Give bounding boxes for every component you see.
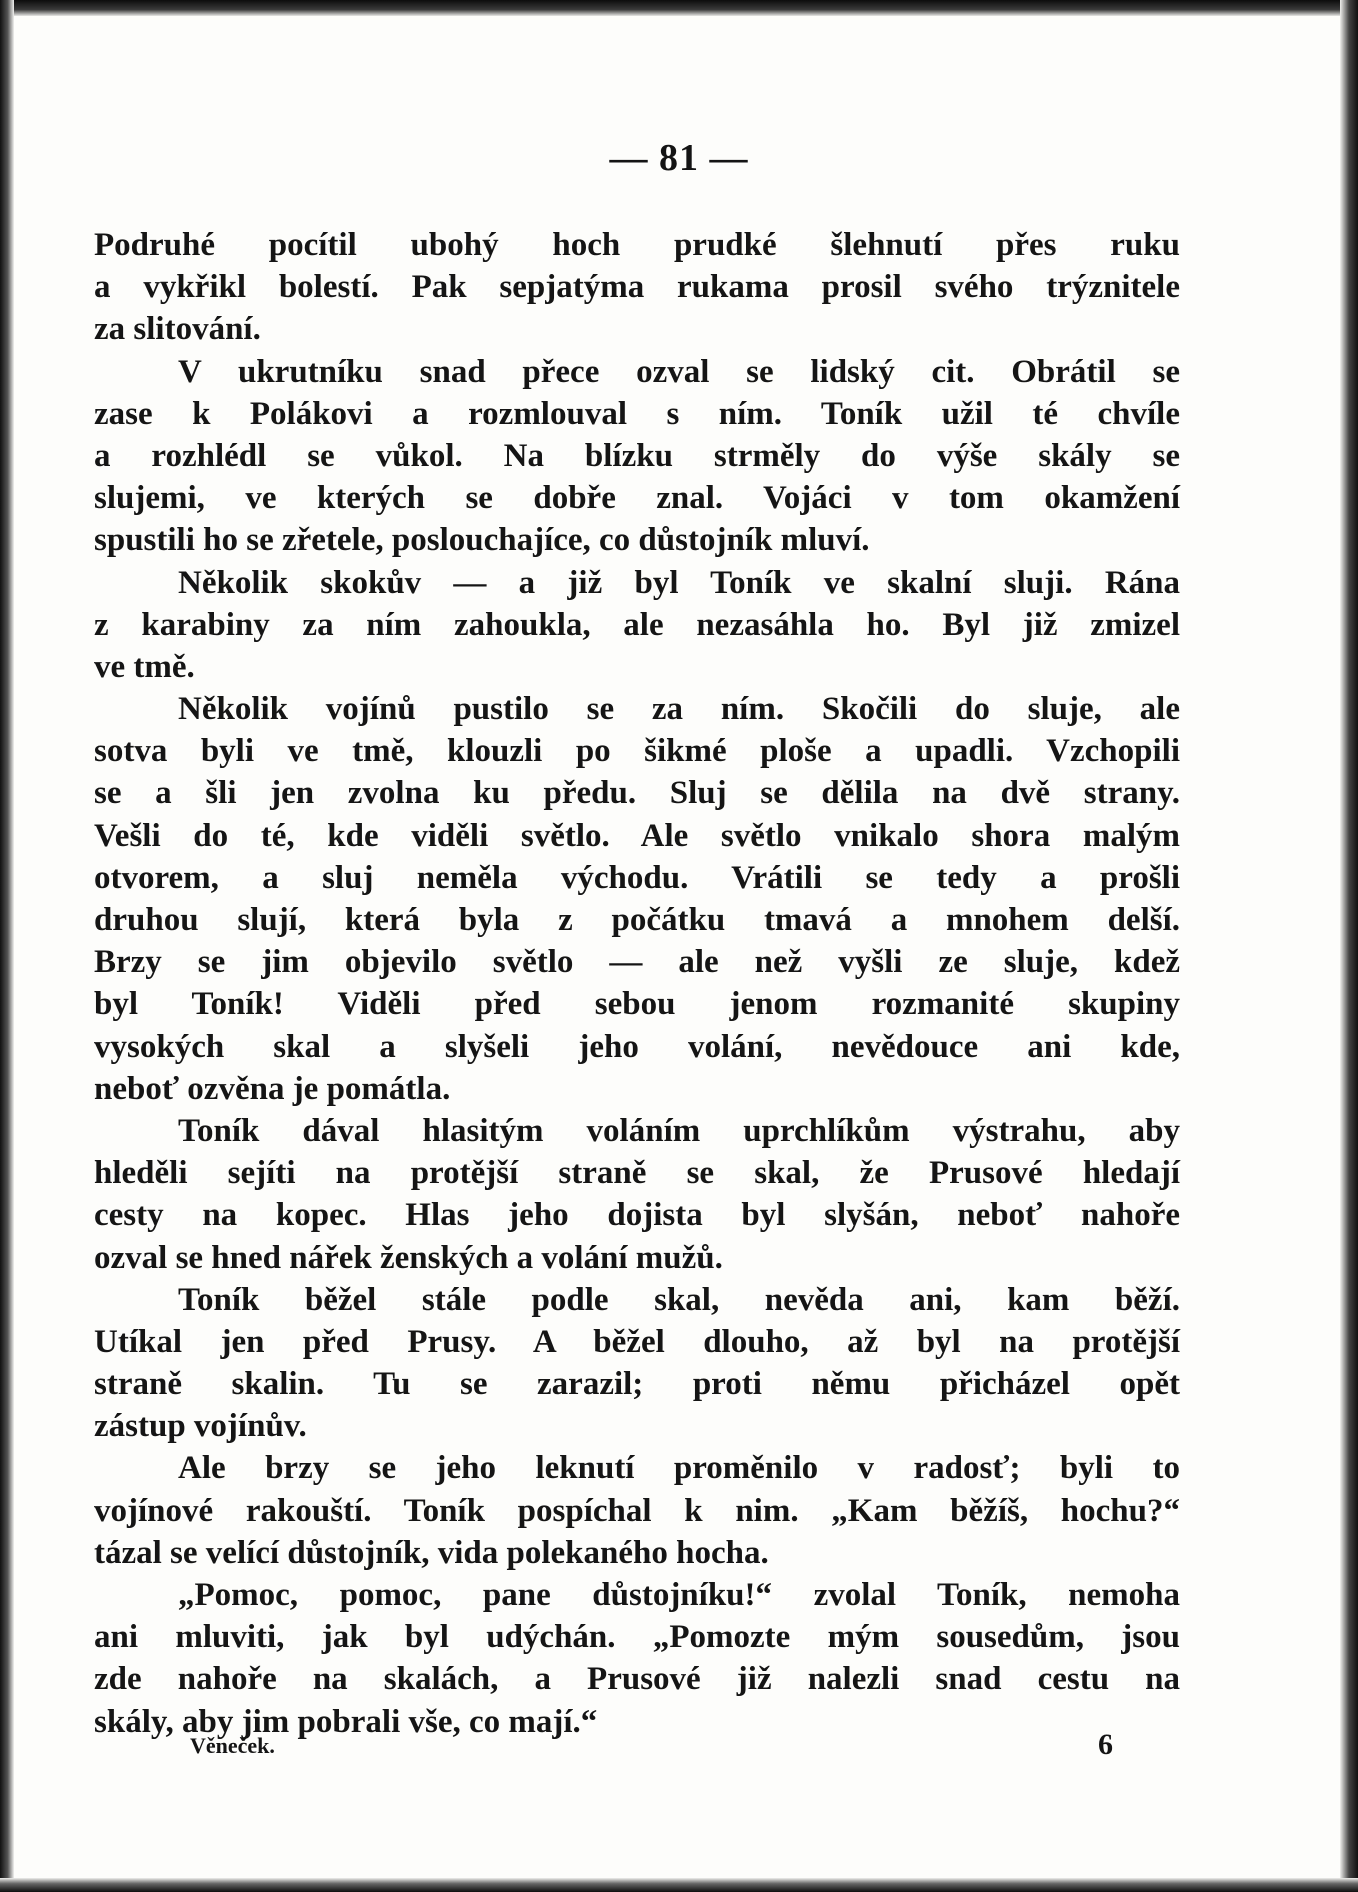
text-line: ozval se hned nářek ženských a volání mužů.	[94, 1239, 723, 1276]
scan-border-top	[0, 0, 1358, 16]
text-line: hleděli sejíti na protější straně se skal, že Prusové hledají	[94, 1155, 1180, 1192]
text-line: zde nahoře na skalách, a Prusové již nalezli snad cestu na	[94, 1661, 1180, 1698]
text-line: za slitování.	[94, 311, 261, 348]
text-line: Několik vojínů pustilo se za ním. Skočili do sluje, ale	[178, 691, 1180, 728]
text-line: skály, aby jim pobrali vše, co mají.“	[94, 1703, 598, 1740]
text-line: Několik skokův — a již byl Toník ve skalní sluji. Rána	[178, 564, 1180, 601]
text-line: Toník běžel stále podle skal, nevěda ani, kam běží.	[178, 1281, 1180, 1318]
text-line: vysokých skal a slyšeli jeho volání, nevědouce ani kde,	[94, 1028, 1180, 1065]
printer-signature: Věneček.	[190, 1733, 275, 1758]
text-line: Podruhé pocítil ubohý hoch prudké šlehnutí přes ruku	[94, 227, 1180, 263]
text-line: Vešli do té, kde viděli světlo. Ale světlo vnikalo shora malým	[94, 817, 1180, 854]
text-line: otvorem, a sluj neměla východu. Vrátili se tedy a prošli	[94, 859, 1180, 896]
scan-border-left	[0, 0, 14, 1892]
text-line: cesty na kopec. Hlas jeho dojista byl slyšán, neboť nahoře	[94, 1197, 1180, 1234]
scan-border-right	[1340, 0, 1358, 1892]
text-line: spustili ho se zřetele, poslouchajíce, co důstojník mluví.	[94, 522, 870, 559]
text-line: zástup vojínův.	[94, 1408, 307, 1445]
text-line: V ukrutníku snad přece ozval se lidský cit. Obrátil se	[178, 353, 1180, 390]
text-line: slujemi, ve kterých se dobře znal. Vojáci v tom okamžení	[94, 480, 1180, 517]
text-line: „Pomoc, pomoc, pane důstojníku!“ zvolal Toník, nemoha	[178, 1577, 1180, 1613]
text-line: Toník dával hlasitým voláním uprchlíkům výstrahu, aby	[178, 1112, 1180, 1149]
text-line: ani mluviti, jak byl udýchán. „Pomozte mým sousedům, jsou	[94, 1619, 1180, 1656]
text-line: Ale brzy se jeho leknutí proměnilo v radosť; byli to	[178, 1450, 1180, 1487]
text-line: z karabiny za ním zahoukla, ale nezasáhla ho. Byl již zmizel	[94, 606, 1180, 643]
text-line: a vykřikl bolestí. Pak sepjatýma rukama prosil svého trýznitele	[94, 269, 1180, 306]
text-line: ve tmě.	[94, 648, 195, 685]
text-line: tázal se velící důstojník, vida polekaného hocha.	[94, 1534, 769, 1571]
text-line: a rozhlédl se vůkol. Na blízku strměly do výše skály se	[94, 437, 1180, 474]
text-line: neboť ozvěna je pomátla.	[94, 1070, 451, 1107]
text-line: Utíkal jen před Prusy. A běžel dlouho, až byl na protější	[94, 1323, 1180, 1360]
text-line: druhou slují, která byla z počátku tmavá a mnohem delší.	[94, 902, 1180, 938]
text-line: se a šli jen zvolna ku předu. Sluj se dělila na dvě strany.	[94, 775, 1180, 812]
scan-border-bottom	[0, 1878, 1358, 1892]
text-line: sotva byli ve tmě, klouzli po šikmé ploše a upadli. Vzchopili	[94, 733, 1180, 770]
sheet-number: 6	[1098, 1728, 1113, 1761]
text-line: straně skalin. Tu se zarazil; proti němu přicházel opět	[94, 1366, 1180, 1403]
body-text	[94, 224, 1180, 1743]
page-number: — 81 —	[609, 137, 749, 179]
text-line: byl Toník! Viděli před sebou jenom rozmanité skupiny	[94, 986, 1180, 1023]
text-line: Brzy se jim objevilo světlo — ale než vyšli ze sluje, kdež	[94, 944, 1180, 981]
text-line: vojínové rakouští. Toník pospíchal k nim. „Kam běžíš, hochu?“	[94, 1492, 1180, 1529]
text-line: zase k Polákovi a rozmlouval s ním. Toník užil té chvíle	[94, 395, 1180, 432]
